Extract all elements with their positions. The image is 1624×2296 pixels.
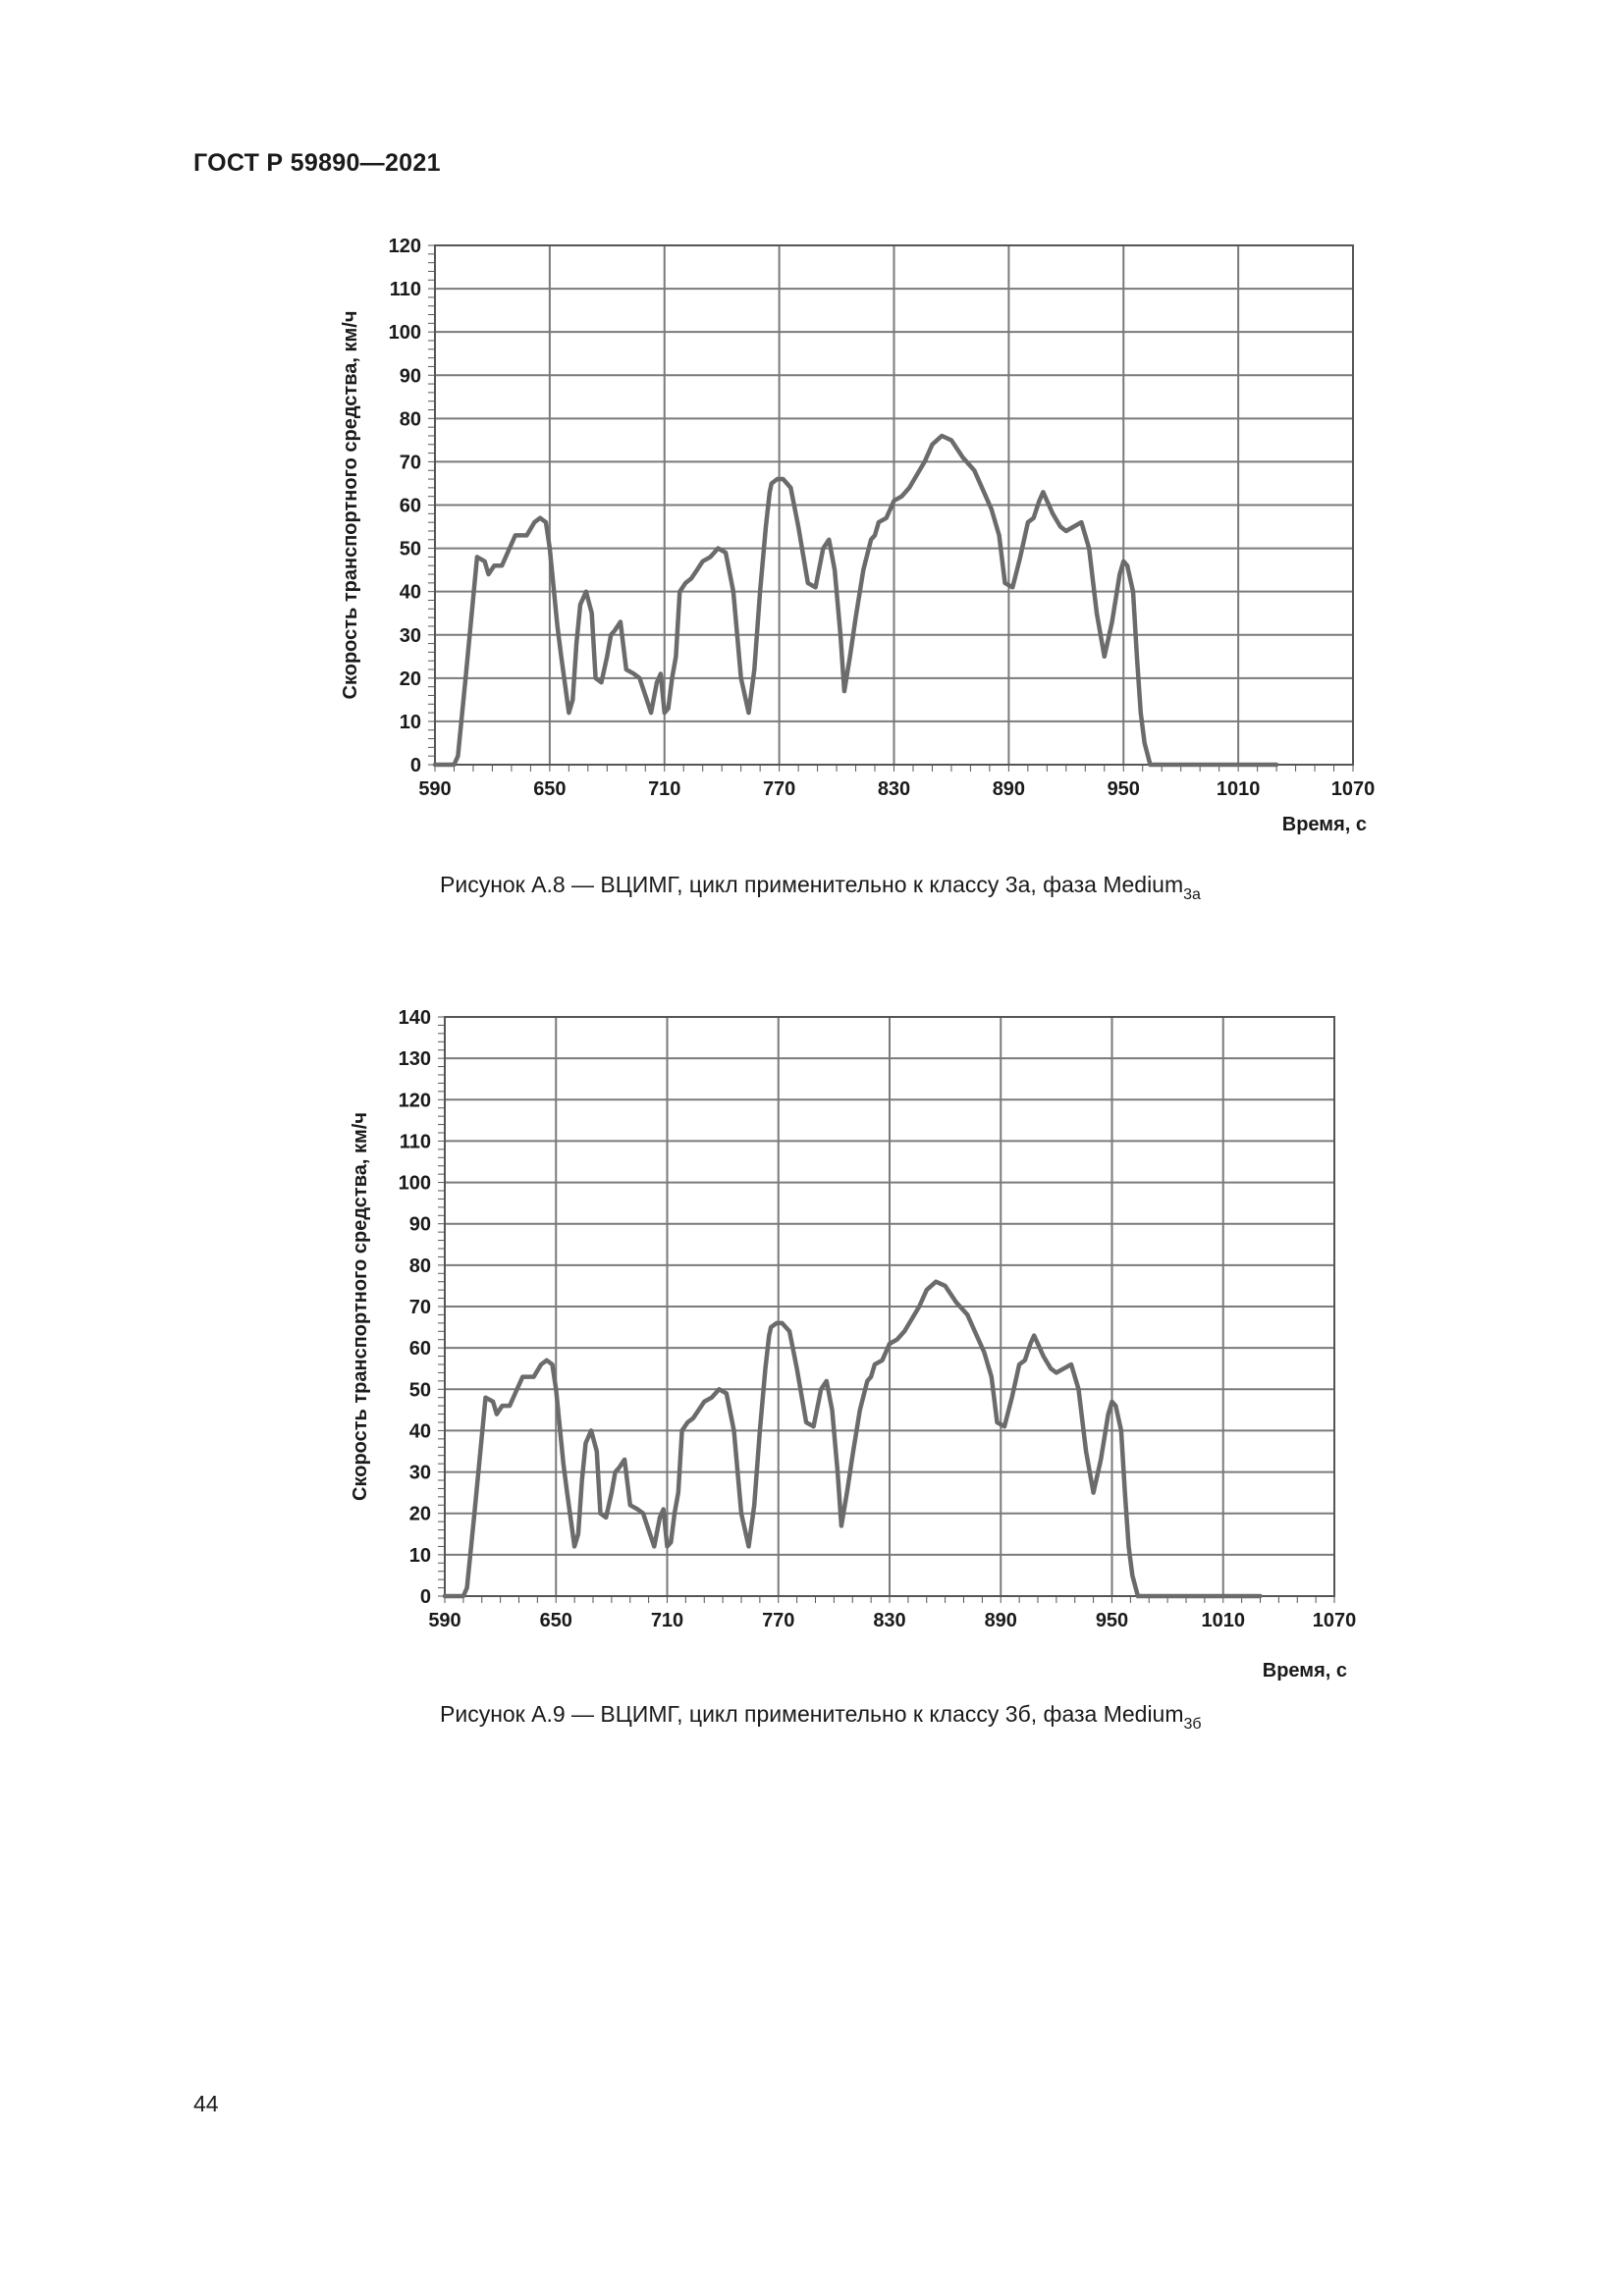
y-tick-label: 120 xyxy=(388,236,421,257)
x-tick-label: 830 xyxy=(877,778,911,800)
x-tick-label: 1010 xyxy=(1201,1610,1245,1631)
x-tick-label: 650 xyxy=(539,1610,572,1631)
y-tick-label: 20 xyxy=(399,667,421,690)
y-tick-label: 20 xyxy=(408,1503,431,1525)
y-tick-label: 60 xyxy=(408,1338,431,1361)
y-tick-label: 60 xyxy=(399,495,421,517)
x-tick-label: 710 xyxy=(650,1610,684,1631)
y-tick-label: 0 xyxy=(419,1586,431,1608)
y-tick-label: 80 xyxy=(399,408,421,431)
y-tick-label: 0 xyxy=(409,755,421,776)
x-axis-label: Время, с xyxy=(1281,814,1367,835)
x-tick-label: 890 xyxy=(984,1610,1017,1631)
y-tick-label: 10 xyxy=(408,1544,431,1567)
x-tick-label: 950 xyxy=(1095,1610,1129,1631)
y-tick-label: 40 xyxy=(399,581,421,604)
y-tick-label: 80 xyxy=(408,1255,431,1277)
y-tick-label: 140 xyxy=(398,1007,431,1029)
x-tick-label: 650 xyxy=(533,778,567,800)
y-tick-label: 110 xyxy=(389,279,421,301)
y-tick-label: 120 xyxy=(398,1090,431,1112)
y-tick-label: 10 xyxy=(399,711,421,733)
x-tick-label: 1070 xyxy=(1312,1610,1357,1631)
y-tick-label: 130 xyxy=(398,1048,431,1071)
figure-caption-a9 xyxy=(440,1701,1202,1734)
x-tick-label: 770 xyxy=(762,778,796,800)
x-tick-label: 710 xyxy=(648,778,681,800)
x-tick-label: 590 xyxy=(428,1610,461,1631)
x-tick-label: 950 xyxy=(1107,778,1140,800)
data-series-line-0 xyxy=(445,1282,1261,1596)
x-tick-label: 830 xyxy=(873,1610,906,1631)
y-tick-label: 100 xyxy=(388,322,421,345)
y-tick-label: 50 xyxy=(399,538,421,561)
x-tick-label: 1010 xyxy=(1216,778,1261,800)
x-axis-label: Время, с xyxy=(1262,1660,1347,1682)
page-number: 44 xyxy=(193,2091,219,2116)
caption-text: Рисунок А.9 — ВЦИМГ, цикл применительно к классу 3б, фаза Medium xyxy=(440,1701,1184,1727)
y-axis-label: Скорость транспортного средства, км/ч xyxy=(340,310,361,700)
caption-subscript: 3a xyxy=(1183,886,1201,903)
y-tick-label: 110 xyxy=(399,1131,431,1153)
x-tick-label: 770 xyxy=(762,1610,795,1631)
y-tick-label: 50 xyxy=(408,1379,431,1402)
y-tick-label: 90 xyxy=(399,365,421,388)
caption-text: Рисунок А.8 — ВЦИМГ, цикл применительно к классу 3а, фаза Medium xyxy=(440,872,1184,897)
y-tick-label: 90 xyxy=(408,1213,431,1236)
y-axis-label: Скорость транспортного средства, км/ч xyxy=(350,1112,371,1501)
y-tick-label: 30 xyxy=(399,624,421,647)
x-tick-label: 890 xyxy=(992,778,1026,800)
x-tick-label: 1070 xyxy=(1330,778,1376,800)
x-tick-label: 590 xyxy=(418,778,452,800)
document-header: ГОСТ Р 59890—2021 xyxy=(193,149,441,177)
caption-subscript: 3б xyxy=(1183,1716,1202,1733)
y-tick-label: 70 xyxy=(408,1297,431,1318)
y-tick-label: 70 xyxy=(399,452,421,474)
y-tick-label: 100 xyxy=(398,1172,431,1195)
y-tick-label: 40 xyxy=(408,1420,431,1443)
y-tick-label: 30 xyxy=(408,1462,431,1484)
